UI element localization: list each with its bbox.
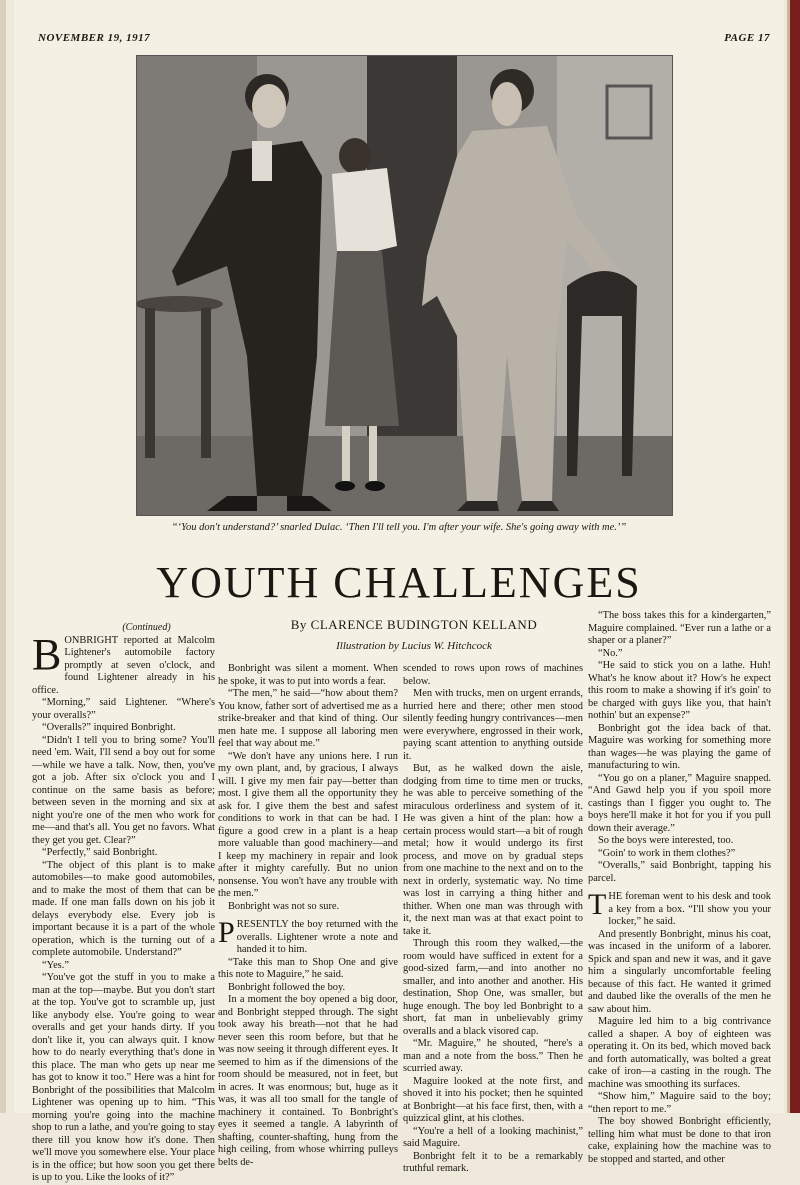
paragraph: The boy showed Bonbright efficiently, telling him what must be done to that iron cake, explaining how the machine was to be stopped and started, and other <box>588 1116 771 1165</box>
continued-note: (Continued) <box>122 622 171 633</box>
paragraph: “No.” <box>598 647 623 659</box>
paragraph: Through this room they walked,—the room would have sufficed in extent for a good-sized farm,—and into another no smaller, and into another and another. His destination, Shop One, was smaller, but huge enough. The boy led Bonbright to a short, fat man in unbelievably grimy overalls and a black visored cap. <box>403 938 583 1037</box>
paragraph: “Didn't I tell you to bring some? You'll need 'em. Wait, I'll send a boy out for some—while we have a talk. Now, then, you've got a job. After six o'clock you and I continue on the same basis as before; between seven in the morning and six at night you're one of the men who work for me—and that's all. You get no favors. What they get you get. Clear?” <box>32 734 215 846</box>
paragraph: So the boys were interested, too. <box>598 835 734 846</box>
paragraph: “The men,” he said—“how about them? You know, father sort of advertised me as a strike-breaker and that kind of thing. Our men hate me. I suppose all laboring men feel that way about me.” <box>218 688 398 749</box>
paragraph: “The object of this plant is to make automobiles—to make good automobiles, and to make the most of them that can be made. If one man falls down on his job it delays everybody else. Every job is important because it is a part of the whole operation, which is the turning out of a complete automobile. Understand?” <box>32 859 215 958</box>
page-left-edge <box>0 0 6 1113</box>
paragraph: ONBRIGHT reported at Malcolm Lightener's automobile factory promptly at seven o'clock, and found Lightener already in his office. <box>32 634 215 696</box>
illustrator-credit: Illustration by Lucius W. Hitchcock <box>336 640 492 652</box>
paragraph: HE foreman went to his desk and took a key from a box. “I'll show you your locker,” he said. <box>608 891 771 927</box>
paragraph: “Perfectly,” said Bonbright. <box>42 847 158 858</box>
illustration-caption: “‘You don't understand?’ snarled Dulac. ‘Then I'll tell you. I'm after your wife. She's going away with me.’” <box>171 522 627 533</box>
paragraph: “Overalls,” said Bonbright, tapping his parcel. <box>588 860 771 884</box>
paragraph: “Show him,” Maguire said to the boy; “then report to me.” <box>588 1091 771 1115</box>
illustration-drawing <box>137 56 672 515</box>
drop-cap: T <box>588 888 607 921</box>
paragraph: “The boss takes this for a kindergarten,” Maguire complained. “Ever run a lathe or a shaper or a planer?” <box>588 610 771 646</box>
paragraph: “We don't have any unions here. I run my own plant, and, by gracious, I always will. I give my men fair pay—better than most. I give them all the opportunity they ask for. I give them the best and safest conditions to work in that can be had. I figure a good crew in a plant is a heap more valuable than good machinery—and I keep my machinery in repair and look after it mighty carefully. But no union nonsense. You won't have any trouble with the men.” <box>218 750 398 899</box>
paragraph: Maguire led him to a big contrivance called a shaper. A boy of eighteen was operating it. On its bed, which moved back and forth automatically, was bolted a great cake of iron—a casting in the rough. The machine was smoothing its surfaces. <box>588 1016 771 1090</box>
red-binding <box>790 0 800 1113</box>
paragraph: “Yes.” <box>42 959 69 971</box>
text-column-4 <box>588 610 771 1166</box>
paragraph: “Morning,” said Lightener. “Where's your overalls?” <box>32 697 215 721</box>
paragraph: Men with trucks, men on urgent errands, hurried here and there; other men stood silently feeding hungry contrivances—men were everywhere, engrossed in their work, paying scant attention to anything outside it. <box>403 688 583 762</box>
paragraph: In a moment the boy opened a big door, and Bonbright stepped through. The sight took away his breath—not that he had never seen this room before, but that he was now seeing it through different eyes. It seemed to him as if the dimensions of the room should be measured, not in feet, but in acres. It was enormous; but, huge as it was, it was all too small for the tangle of machinery it contained. To Bonbright's eyes it seemed a tangle. A labyrinth of shafting, counter-shafting, hung from the high ceiling, from whose whirring pulleys belts de- <box>218 994 398 1168</box>
text-column-1 <box>32 622 215 1185</box>
paragraph: scended to rows upon rows of machines below. <box>403 663 583 687</box>
article-title: YOUTH CHALLENGES <box>156 558 642 607</box>
paragraph: “Goin' to work in them clothes?” <box>598 847 736 859</box>
page-date: NOVEMBER 19, 1917 <box>38 32 151 44</box>
text-column-3 <box>403 663 583 1176</box>
paragraph: “You go on a planer,” Maguire snapped. “And Gawd help you if you spoil more castings than I figger you ought to. The boys here'll make it hot for you if you pull down their average.” <box>588 772 771 834</box>
paragraph: “Mr. Maguire,” he shouted, “here's a man and a note from the boss.” Then he scurried away. <box>403 1038 583 1074</box>
paragraph: Bonbright felt it to be a remarkably truthful remark. <box>403 1150 583 1174</box>
paragraph: “Overalls?” inquired Bonbright. <box>42 722 176 733</box>
text-column-2 <box>218 663 398 1169</box>
paragraph: But, as he walked down the aisle, dodging from time to time men or trucks, he was able to perceive something of the miraculous orderliness and system of it. He was given a hint of the plan: how a certain process would start—a bit of rough metal; how it would undergo its first process, and move on by gradual steps from one machine to the next and on to the next in orderly, systematic way. No time was lost in carrying a thing hither and thither. When one man was through with it, the next man was at that exact point to take it. <box>403 763 583 937</box>
paragraph: Bonbright got the idea back of that. Maguire was working for something more than wages—he was playing the game of manufacturing to win. <box>588 722 771 771</box>
paragraph: Bonbright was not so sure. <box>228 900 340 912</box>
paragraph: Bonbright followed the boy. <box>228 981 346 993</box>
drop-cap: P <box>218 916 235 949</box>
magazine-page <box>14 0 784 1183</box>
paragraph: “Take this man to Shop One and give this note to Maguire,” he said. <box>218 956 398 980</box>
paragraph: Bonbright was silent a moment. When he spoke, it was to put into words a fear. <box>218 663 398 687</box>
paragraph: “You're a hell of a looking machinist,” said Maguire. <box>403 1125 583 1149</box>
article-byline: By CLARENCE BUDINGTON KELLAND <box>290 617 538 632</box>
paragraph: Maguire looked at the note first, and shoved it into his pocket; then he squinted at Bonbright—at his face first, then, with a quizzical glint, at his clothes. <box>403 1075 583 1124</box>
paragraph: RESENTLY the boy returned with the overalls. Lightener wrote a note and handed it to him. <box>236 919 398 955</box>
drop-cap: B <box>32 629 62 679</box>
paragraph: “He said to stick you on a lathe. Huh! What's he know about it? How's he expect this room to make a showing if it's goin' to be charged with guys like you, that hain't nothin' but an expense?” <box>588 660 771 721</box>
paragraph: And presently Bonbright, minus his coat, was incased in the uniform of a laborer. Spick and span and new it was, and it gave him a singularly uncomfortable feeling because of this fact. He wanted it grimed and daubed like the overalls of the men he saw about him. <box>588 928 771 1015</box>
page-number: PAGE 17 <box>724 32 770 44</box>
paragraph: “You've got the stuff in you to make a man at the top—maybe. But you don't start at the top. You've got to scramble up, just like anybody else. You're going to wear overalls and get your hands dirty. If you don't like it, you can always quit. I know how to do nearly everything that's done in this place. The man who gets up near me has got to know it too.” Here was a hint for Bonbright of the possibilities that Malcolm Lightener was opening up to him. “This morning you're going into the machine shop to run a lathe, and you're going to stay there till you know how it's done. Then we'll move you somewhere else. Your place is in the office; but how soon you get there is up to you. Like the looks of it?” <box>32 972 215 1183</box>
story-illustration <box>136 55 673 516</box>
